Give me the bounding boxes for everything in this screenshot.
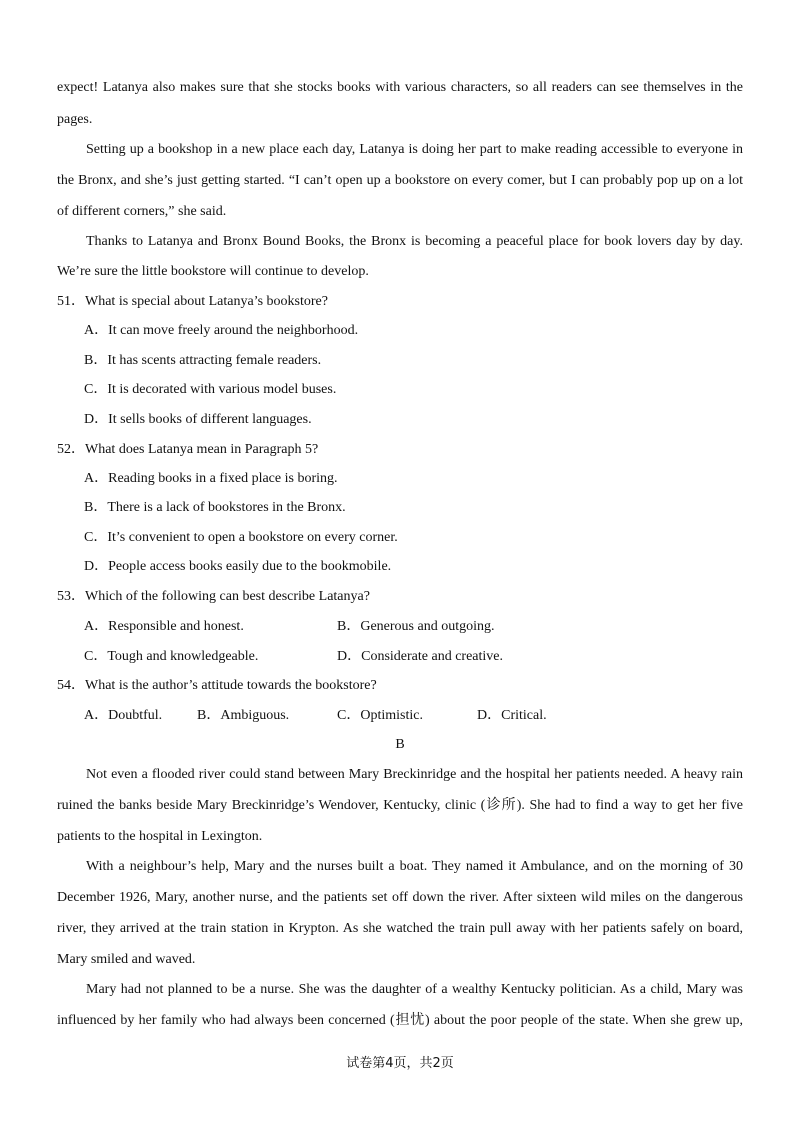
answer-option[interactable]: A．It can move freely around the neighborhood. (84, 323, 359, 338)
answer-option[interactable]: D．People access books easily due to the bookmobile. (84, 559, 392, 574)
answer-option[interactable]: B．Ambiguous. (197, 708, 290, 723)
question-stem: 54．What is the author’s attitude towards the bookstore? (57, 678, 377, 693)
answer-option[interactable]: C．Optimistic. (337, 708, 423, 723)
passage-b-line: With a neighbour’s help, Mary and the nurses built a boat. They named it Ambulance, and on the morning of 30 (86, 859, 743, 874)
question-stem: 52．What does Latanya mean in Paragraph 5? (57, 442, 319, 457)
passage-a-line: of different corners,” she said. (57, 204, 227, 219)
passage-a-line: pages. (57, 112, 93, 127)
passage-a-line: We’re sure the little bookstore will continue to develop. (57, 264, 369, 279)
answer-option[interactable]: B．It has scents attracting female readers. (84, 353, 322, 368)
answer-option[interactable]: A．Doubtful. (84, 708, 163, 723)
passage-b-line: December 1926, Mary, another nurse, and the patients set off down the river. After sixteen wild miles on the dangerous (57, 890, 743, 905)
passage-b-line: influenced by her family who had always been concerned (担忧) about the poor people of the state. When she grew up, (57, 1013, 743, 1028)
question-stem: 53．Which of the following can best describe Latanya? (57, 589, 370, 604)
page-footer: 试卷第4页，共2页 (346, 1056, 454, 1071)
answer-option[interactable]: D．It sells books of different languages. (84, 412, 312, 427)
answer-option[interactable]: A．Responsible and honest. (84, 619, 244, 634)
answer-option[interactable]: A．Reading books in a fixed place is boring. (84, 471, 338, 486)
passage-a-line: expect! Latanya also makes sure that she stocks books with various characters, so all readers can see themselves in the (57, 80, 743, 95)
answer-option[interactable]: B．There is a lack of bookstores in the Bronx. (84, 500, 346, 515)
passage-b-line: river, they arrived at the train station in Krypton. As she watched the train pull away with her patients safely on board, (57, 921, 743, 936)
passage-a-line: Thanks to Latanya and Bronx Bound Books, the Bronx is becoming a peaceful place for book lovers day by day. (86, 234, 743, 249)
passage-a-line: the Bronx, and she’s just getting started. “I can’t open up a bookstore on every comer, but I can probably pop up on a lot (57, 173, 743, 188)
passage-b-line: patients to the hospital in Lexington. (57, 829, 263, 844)
passage-b-line: ruined the banks beside Mary Breckinridge’s Wendover, Kentucky, clinic (诊所). She had to find a way to get her five (57, 798, 743, 813)
answer-option[interactable]: B．Generous and outgoing. (337, 619, 495, 634)
section-title: B (395, 737, 405, 752)
passage-b-line: Mary had not planned to be a nurse. She was the daughter of a wealthy Kentucky politician. As a child, Mary was (86, 982, 743, 997)
question-stem: 51．What is special about Latanya’s bookstore? (57, 294, 328, 309)
answer-option[interactable]: C．It is decorated with various model buses. (84, 382, 337, 397)
answer-option[interactable]: D．Critical. (477, 708, 547, 723)
passage-b-line: Mary smiled and waved. (57, 952, 196, 967)
answer-option[interactable]: C．It’s convenient to open a bookstore on every corner. (84, 530, 398, 545)
passage-a-line: Setting up a bookshop in a new place each day, Latanya is doing her part to make reading accessible to everyone in (86, 142, 743, 157)
passage-b-line: Not even a flooded river could stand between Mary Breckinridge and the hospital her patients needed. A heavy rain (86, 767, 743, 782)
answer-option[interactable]: D．Considerate and creative. (337, 649, 503, 664)
answer-option[interactable]: C．Tough and knowledgeable. (84, 649, 259, 664)
